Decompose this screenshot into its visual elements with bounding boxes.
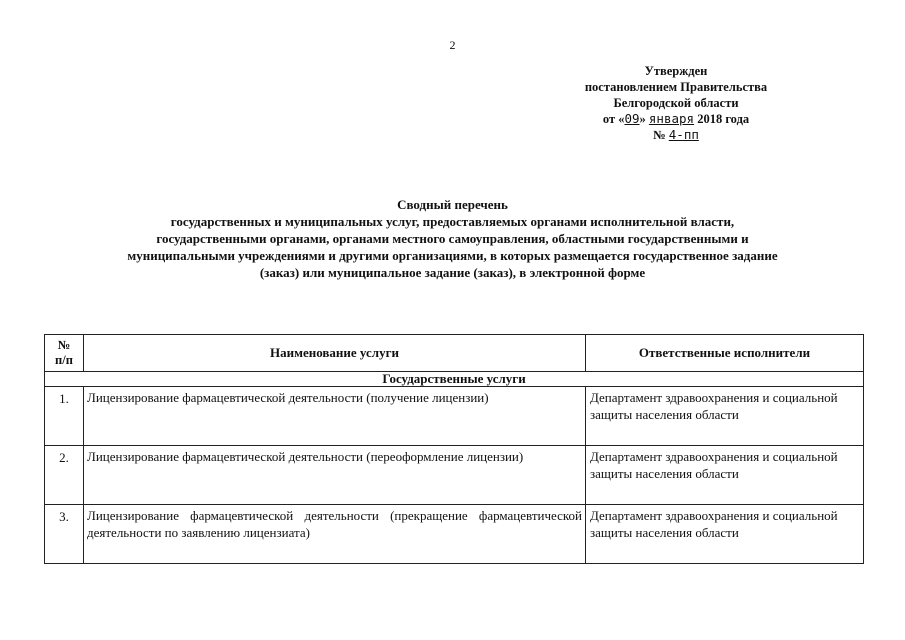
row-responsible: Департамент здравоохранения и социальной защиты населения области <box>586 387 864 446</box>
row-service-name: Лицензирование фармацевтической деятельности (прекращение фармацевтической деятельности по заявлению лицензиата) <box>84 505 586 564</box>
header-service-name: Наименование услуги <box>84 335 586 372</box>
table-row <box>45 446 864 505</box>
title-line-3: государственными органами, органами местного самоуправления, областными государственными и <box>156 231 749 246</box>
row-service-name: Лицензирование фармацевтической деятельности (переоформление лицензии) <box>84 446 586 505</box>
row-service-name: Лицензирование фармацевтической деятельности (получение лицензии) <box>84 387 586 446</box>
title-line-4: муниципальными учреждениями и другими организациями, в которых размещается государственное задание <box>127 248 778 263</box>
row-number: 1. <box>45 387 84 446</box>
document-title <box>40 196 865 281</box>
approval-number <box>556 127 796 143</box>
services-table <box>44 334 864 564</box>
row-responsible: Департамент здравоохранения и социальной защиты населения области <box>586 505 864 564</box>
header-number-sign: № <box>57 338 71 352</box>
approval-block <box>556 63 796 143</box>
section-title: Государственные услуги <box>45 372 864 387</box>
approval-line-resolution: постановлением Правительства <box>584 80 768 94</box>
table-row <box>45 505 864 564</box>
page-number: 2 <box>449 38 456 52</box>
header-number-pp: п/п <box>55 353 73 367</box>
number-value: 4-пп <box>668 127 699 142</box>
row-number: 2. <box>45 446 84 505</box>
date-day: 09 <box>624 111 640 126</box>
date-mid: » <box>639 112 646 126</box>
title-line-2: государственных и муниципальных услуг, предоставляемых органами исполнительной власти, <box>170 214 735 229</box>
approval-date <box>556 111 796 127</box>
header-responsible: Ответственные исполнители <box>586 335 864 372</box>
date-month: января <box>648 111 695 126</box>
title-line-5: (заказ) или муниципальное задание (заказ), в электронной форме <box>259 265 646 280</box>
approval-line-approved: Утвержден <box>644 64 708 78</box>
header-number <box>45 335 84 372</box>
title-line-1: Сводный перечень <box>397 197 508 212</box>
number-prefix: № <box>653 128 666 142</box>
section-row <box>45 372 864 387</box>
approval-line-region: Белгородской области <box>613 96 739 110</box>
row-number: 3. <box>45 505 84 564</box>
table-row <box>45 387 864 446</box>
row-responsible: Департамент здравоохранения и социальной защиты населения области <box>586 446 864 505</box>
date-year: 2018 года <box>697 112 750 126</box>
date-prefix: от « <box>602 112 625 126</box>
table-header-row <box>45 335 864 372</box>
